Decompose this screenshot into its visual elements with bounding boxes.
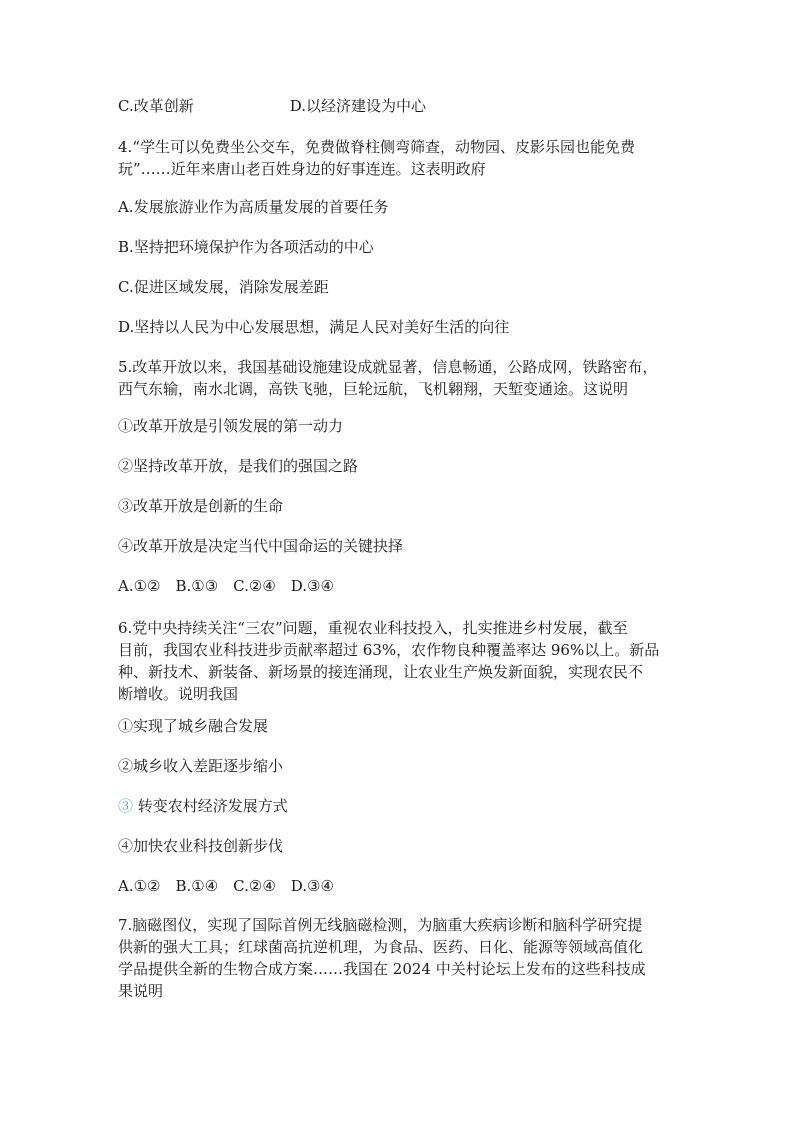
q6-stem-line-3: 种、新技术、新装备、新场景的接连涌现，让农业生产焕发新面貌，实现农民不	[118, 663, 644, 681]
q4-stem	[118, 136, 688, 180]
q5-statement-2: ②坚持改革开放，是我们的强国之路	[118, 457, 359, 475]
q5-statement-1: ①改革开放是引领发展的第一动力	[118, 417, 344, 435]
q3-options-row	[118, 95, 426, 117]
q6-stem-line-4: 断增收。说明我国	[118, 685, 239, 703]
q5-answer-options: A.①② B.①③ C.②④ D.③④	[118, 577, 334, 595]
q4-stem-line-1: 4.“学生可以免费坐公交车，免费做脊柱侧弯筛查，动物园、皮影乐园也能免费	[118, 138, 635, 156]
q7-stem-line-3: 学品提供全新的生物合成方案……我国在 2024 中关村论坛上发布的这些科技成	[118, 960, 646, 978]
q6-statement-2: ②城乡收入差距逐步缩小	[118, 757, 284, 775]
q6-statement-4: ④加快农业科技创新步伐	[118, 837, 284, 855]
q6-stem-line-1: 6.党中央持续关注“三农”问题，重视农业科技投入，扎实推进乡村发展，截至	[118, 619, 628, 637]
q4-stem-line-2: 玩”……近年来唐山老百姓身边的好事连连。这表明政府	[118, 160, 486, 178]
q6-statement-1: ①实现了城乡融合发展	[118, 717, 269, 735]
q6-stem	[118, 617, 688, 705]
q5-statement-4: ④改革开放是决定当代中国命运的关键抉择	[118, 537, 404, 555]
q7-stem	[118, 914, 688, 1002]
q5-statement-3: ③改革开放是创新的生命	[118, 497, 284, 515]
q4-option-b: B.坚持把环境保护作为各项活动的中心	[118, 238, 374, 256]
q6-statement-3	[118, 795, 288, 817]
q6-statement-3-text: 转变农村经济发展方式	[137, 797, 288, 815]
q6-answer-options: A.①② B.①④ C.②④ D.③④	[118, 877, 334, 895]
q5-stem-line-2: 西气东输，南水北调，高铁飞驰，巨轮远航，飞机翱翔，天堑变通途。这说明	[118, 380, 629, 398]
q6-stem-line-2: 目前，我国农业科技进步贡献率超过 63%，农作物良种覆盖率达 96%以上。新品	[118, 641, 660, 659]
q3-option-c: C.改革创新	[118, 97, 194, 115]
q3-option-d: D.以经济建设为中心	[289, 97, 426, 115]
q4-option-c: C.促进区域发展，消除发展差距	[118, 278, 329, 296]
q6-statement-3-marker: ③	[118, 797, 134, 815]
q4-option-d: D.坚持以人民为中心发展思想，满足人民对美好生活的向往	[118, 318, 510, 336]
q4-option-a: A.发展旅游业作为高质量发展的首要任务	[118, 198, 389, 216]
q5-stem-line-1: 5.改革开放以来，我国基础设施建设成就显著，信息畅通，公路成网，铁路密布，	[118, 358, 658, 376]
q7-stem-line-1: 7.脑磁图仪，实现了国际首例无线脑磁检测，为脑重大疾病诊断和脑科学研究提	[118, 916, 643, 934]
q5-stem	[118, 356, 688, 400]
q7-stem-line-2: 供新的强大工具；红球菌高抗逆机理，为食品、医药、日化、能源等领域高值化	[118, 938, 644, 956]
q7-stem-line-4: 果说明	[118, 982, 164, 1000]
